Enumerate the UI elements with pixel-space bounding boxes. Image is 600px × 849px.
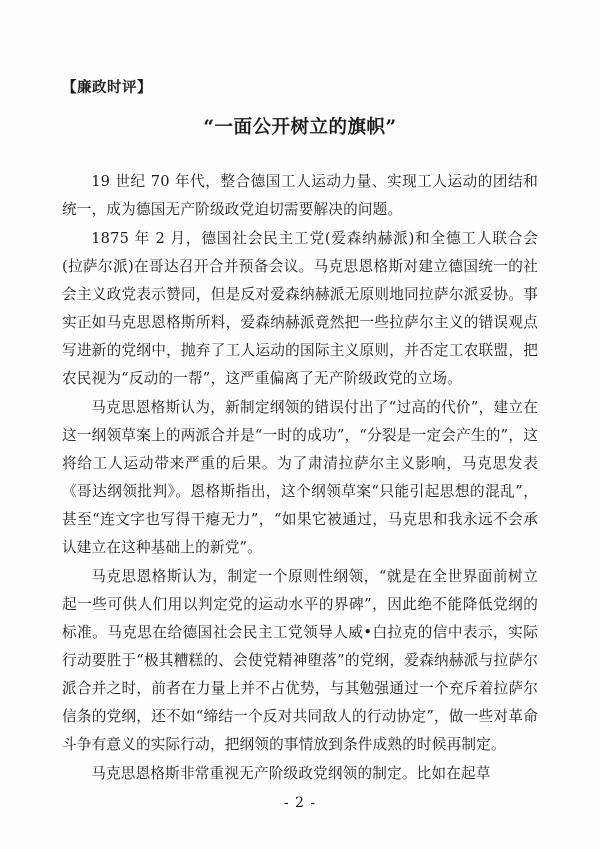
paragraph: 1875 年 2 月，德国社会民主工党(爱森纳赫派)和全德工人联合会(拉萨尔派)在哥达召开合并预备会议。马克思恩格斯对建立德国统一的社会主义政党表示赞同，但是反对爱森纳赫派无原则地同拉萨尔派妥协。事实正如马克思恩格斯所料，爱森纳赫派竟然把一些拉萨尔主义的错误观点写进新的党纲中，抛弃了工人运动的国际主义原则，并否定工农联盟，把农民视为“反动的一帮”，这严重偏离了无产阶级政党的立场。 (62, 230, 538, 388)
paragraph: 马克思恩格斯认为，新制定纲领的错误付出了“过高的代价”，建立在这一纲领草案上的两派合并是“一时的成功”，“分裂是一定会产生的”，这将给工人运动带来严重的后果。为了肃清拉萨尔主义影响，马克思发表《哥达纲领批判》。恩格斯指出，这个纲领草案“只能引起思想的混乱”，甚至“连文字也写得干瘪无力”，“如果它被通过，马克思和我永远不会承认建立在这种基础上的新党”。 (62, 399, 538, 557)
page-title: “一面公开树立的旗帜” (203, 117, 397, 139)
article-body (62, 168, 538, 788)
paragraph: 19 世纪 70 年代，整合德国工人运动力量、实现工人运动的团结和统一，成为德国无产阶级政党迫切需要解决的问题。 (62, 173, 538, 219)
page-number: - 2 - (283, 795, 317, 811)
paragraph: 马克思恩格斯非常重视无产阶级政党纲领的制定。比如在起草 (91, 765, 491, 783)
column-kicker: 【廉政时评】 (62, 79, 152, 96)
paragraph: 马克思恩格斯认为，制定一个原则性纲领，“就是在全世界面前树立起一些可供人们用以判定党的运动水平的界碑”，因此绝不能降低党纲的标准。马克思在给德国社会民主工党领导人威•白拉克的信中表示，实际行动要胜于“极其糟糕的、会使党精神堕落”的党纲，爱森纳赫派与拉萨尔派合并之时，前者在力量上并不占优势，与其勉强通过一个充斥着拉萨尔信条的党纲，还不如“缔结一个反对共同敌人的行动协定”，做一些对革命斗争有意义的实际行动，把纲领的事情放到条件成熟的时候再制定。 (62, 568, 538, 754)
